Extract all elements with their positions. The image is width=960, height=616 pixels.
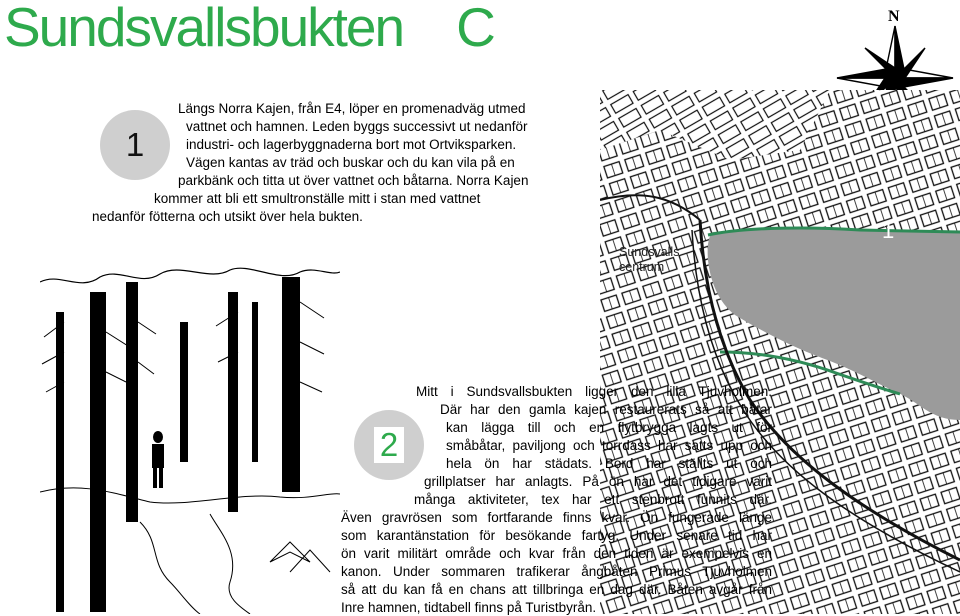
section-1-number: 1 <box>125 126 145 163</box>
map-label <box>619 245 679 275</box>
section-2-line-9: som karantänstation för besökande fartyg. Under senare tid har <box>341 528 772 543</box>
section-2-line-5: hela ön har städats. Bord har ställts ut och <box>446 456 772 471</box>
section-2-line-11: kanon. Under sommaren trafikerar ångbåten Primus Tjuvholmen <box>341 564 772 579</box>
section-1-line-4: Vägen kantas av träd och buskar och du kan vila på en <box>186 155 515 170</box>
section-2-line-2: Där har den gamla kajen restaurerats så att båtar <box>440 402 772 417</box>
section-2-line-3: kan lägga till och en flytbrygga lagts ut för <box>446 420 772 435</box>
forest-illustration <box>40 262 340 614</box>
section-2-line-12: så att du kan få en chans att tillbringa en dag där. Båten avgår från <box>341 582 772 597</box>
section-1-line-6: kommer att bli ett smultronställe mitt i stan med vattnet <box>154 191 481 206</box>
section-2-line-4: småbåtar, paviljong och torrdass har satts upp och <box>446 438 772 453</box>
section-1-line-3: industri- och lagerbyggnaderna bort mot Ortviksparken. <box>186 137 517 152</box>
page-title: Sundsvallsbukten C <box>4 0 494 58</box>
section-1-line-7: nedanför fötterna och utsikt över hela bukten. <box>92 209 363 224</box>
section-2-line-1: Mitt i Sundsvallsbukten ligger den lilla Tjuvholmen. <box>416 384 772 399</box>
map-label-line-2: centrum <box>619 260 665 274</box>
section-2-line-10: ön varit militärt område och kvar från den tiden är exempelvis en <box>341 546 772 561</box>
section-2-line-8: Även gravrösen som fortfarande finns kvar. Ön fungerade länge <box>341 510 772 525</box>
section-2-line-13: Inre hamnen, tidtabell finns på Turistbyrån. <box>341 600 597 615</box>
section-1-line-5: parkbänk och titta ut över vattnet och båtarna. Norra Kajen <box>178 173 529 188</box>
section-2-badge <box>354 410 424 480</box>
section-2-number: 2 <box>374 427 404 463</box>
map-marker-1: 1 <box>882 218 895 243</box>
section-2-line-6: grillplatser har anlagts. På ön har det tidigare varit <box>424 474 772 489</box>
section-1-line-1: Längs Norra Kajen, från E4, löper en promenadväg utmed <box>178 101 526 116</box>
north-label: N <box>888 8 900 25</box>
section-2-line-7: många aktiviteter, tex har ett stenbrott funnits där. <box>414 492 772 507</box>
map-label-line-1: Sundsvalls <box>619 245 680 259</box>
section-1-badge <box>100 110 170 180</box>
section-1-line-2: vattnet och hamnen. Leden byggs successivt ut nedanför <box>186 119 528 134</box>
